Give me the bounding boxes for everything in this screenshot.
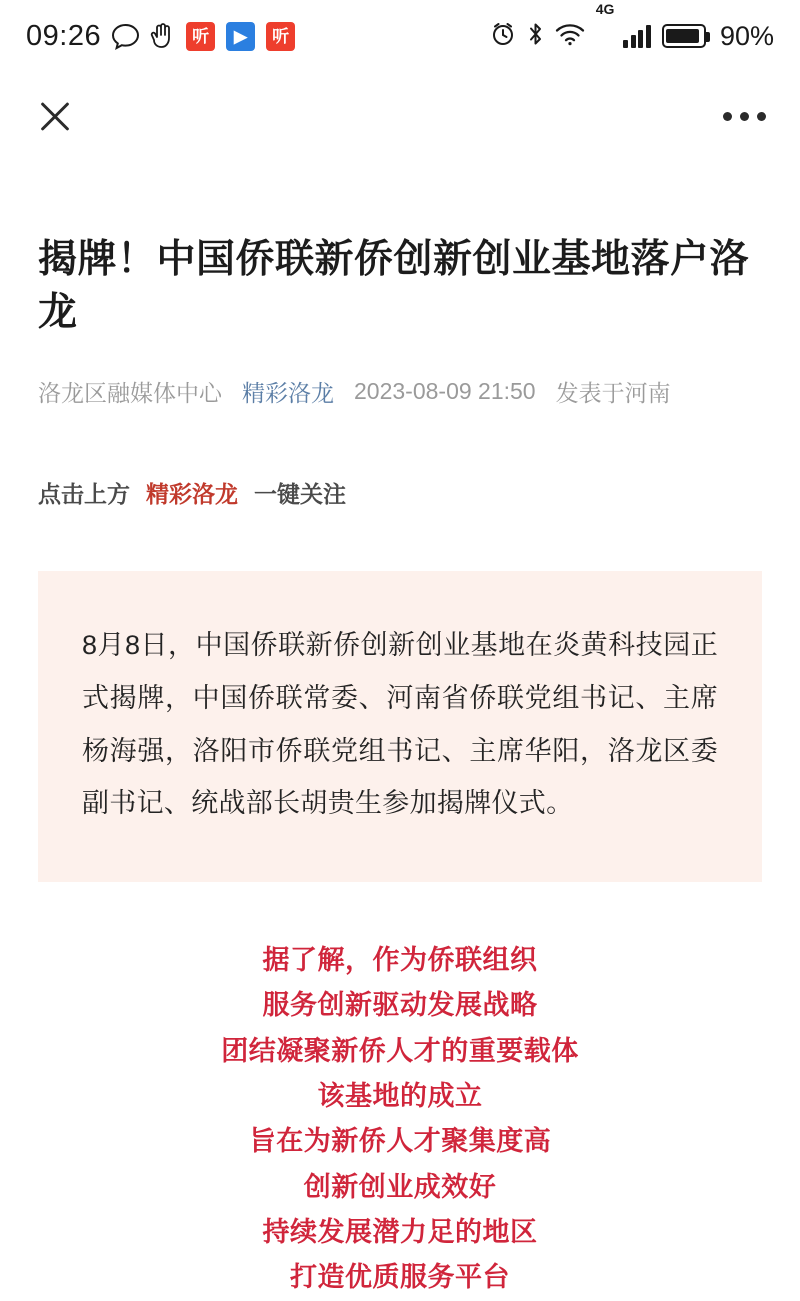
meta-source: 洛龙区融媒体中心	[38, 380, 222, 407]
meta-location: 发表于河南	[555, 380, 671, 407]
red-line: 服务创新驱动发展战略	[262, 990, 538, 1021]
red-line: 据了解，作为侨联组织	[262, 944, 538, 975]
signal-bars-icon	[623, 24, 651, 48]
status-badge-play: ▶	[226, 22, 255, 51]
follow-prompt	[38, 476, 762, 509]
battery-percent-label: 90%	[719, 20, 774, 51]
status-bar	[0, 0, 800, 72]
nav-bar	[0, 72, 800, 160]
status-time: 09:26	[26, 19, 102, 52]
follow-prefix: 点击上方	[38, 481, 130, 508]
red-line: 旨在为新侨人才聚集度高	[248, 1126, 552, 1157]
close-icon[interactable]	[34, 95, 76, 137]
status-badge-listen-2: 听	[266, 22, 295, 51]
status-bar-right	[490, 0, 774, 72]
meta-account[interactable]: 精彩洛龙	[242, 380, 334, 407]
article-meta	[38, 375, 762, 408]
follow-action[interactable]: 一键关注	[254, 481, 346, 508]
article-red-block	[38, 938, 762, 1301]
red-line: 持续发展潜力足的地区	[262, 1217, 538, 1247]
chat-bubble-icon	[112, 24, 139, 49]
bluetooth-icon	[527, 21, 544, 52]
highlight-paragraph: 8月8日，中国侨联新侨创新创业基地在炎黄科技园正式揭牌，中国侨联常委、河南省侨联党组书记、主席杨海强，洛阳市侨联党组书记、主席华阳，洛龙区委副书记、统战部长胡贵生参加揭牌仪式。	[82, 630, 718, 819]
article-highlight-box	[38, 571, 762, 882]
battery-icon	[662, 24, 706, 48]
alarm-icon	[490, 21, 516, 52]
meta-datetime: 2023-08-09 21:50	[354, 378, 536, 405]
wifi-icon	[555, 22, 585, 51]
network-type-label: 4G	[595, 1, 615, 17]
red-line: 团结凝聚新侨人才的重要载体	[221, 1035, 579, 1066]
red-line: 该基地的成立	[317, 1080, 483, 1111]
red-line: 创新创业成效好	[303, 1171, 497, 1202]
status-bar-left	[26, 20, 295, 53]
more-options-icon[interactable]	[723, 112, 766, 121]
page-title: 揭牌！中国侨联新侨创新创业基地落户洛龙	[38, 238, 750, 334]
status-badge-listen-1: 听	[186, 22, 215, 51]
hand-icon	[150, 23, 175, 49]
red-line: 打造优质服务平台	[290, 1262, 510, 1293]
follow-brand[interactable]: 精彩洛龙	[146, 481, 238, 508]
article-container	[0, 234, 800, 1301]
